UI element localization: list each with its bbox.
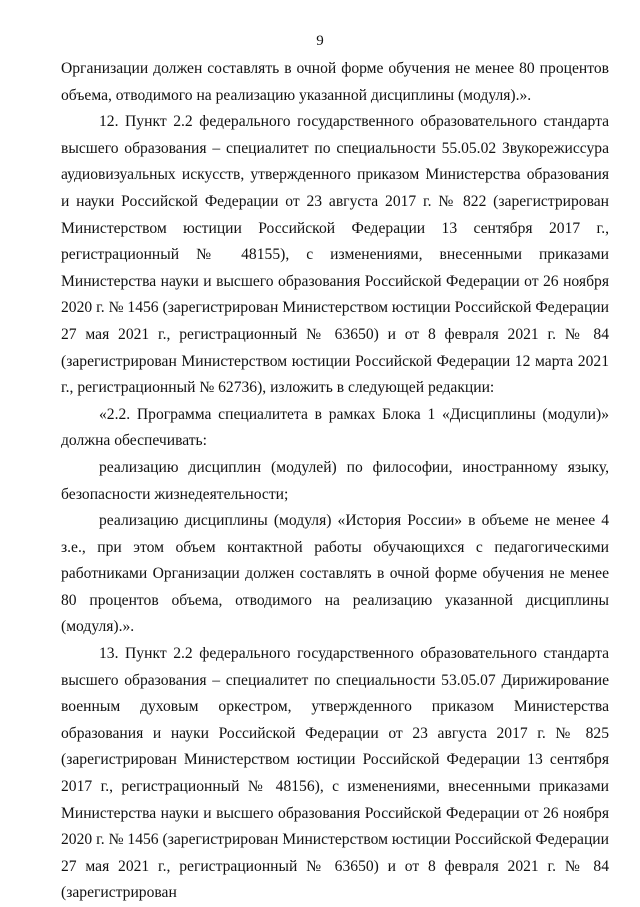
page-number: 9 (316, 33, 324, 49)
document-body (61, 56, 609, 907)
paragraph-item-12: 12. Пункт 2.2 федерального государственного образовательного стандарта высшего образования – специалитет по специальности 55.05.02 Звукорежиссура аудиовизуальных искусств, утвержденного приказом Министерства образования и науки Российской Федерации от 23 августа 2017 г. № 822 (зарегистрирован Министерством юстиции Российской Федерации 13 сентября 2017 г., регистрационный № 48155), с изменениями, внесенными приказами Министерства науки и высшего образования Российской Федерации от 26 ноября 2020 г. № 1456 (зарегистрирован Министерством юстиции Российской Федерации 27 мая 2021 г., регистрационный № 63650) и от 8 февраля 2021 г. № 84 (зарегистрирован Министерством юстиции Российской Федерации 12 марта 2021 г., регистрационный № 62736), изложить в следующей редакции: (61, 113, 609, 397)
paragraph-disciplines: реализацию дисциплин (модулей) по философии, иностранному языку, безопасности жизнедеятельности; (61, 458, 609, 503)
paragraph-quote-2-2: «2.2. Программа специалитета в рамках Блока 1 «Дисциплины (модули)» должна обеспечивать: (61, 405, 609, 450)
paragraph-history-russia: реализацию дисциплины (модуля) «История России» в объеме не менее 4 з.е., при этом объем контактной работы обучающихся с педагогическими работниками Организации должен составлять в очной форме обучения не менее 80 процентов объема, отводимого на реализацию указанной дисциплины (модуля).». (61, 512, 609, 636)
paragraph-continuation: Организации должен составлять в очной форме обучения не менее 80 процентов объема, отводимого на реализацию указанной дисциплины (модуля).». (61, 60, 609, 104)
paragraph-item-13: 13. Пункт 2.2 федерального государственного образовательного стандарта высшего образования – специалитет по специальности 53.05.07 Дирижирование военным духовым оркестром, утвержденного приказом Министерства образования и науки Российской Федерации от 23 августа 2017 г. № 825 (зарегистрирован Министерством юстиции Российской Федерации 13 сентября 2017 г., регистрационный № 48156), с изменениями, внесенными приказами Министерства науки и высшего образования Российской Федерации от 26 ноября 2020 г. № 1456 (зарегистрирован Министерством юстиции Российской Федерации 27 мая 2021 г., регистрационный № 63650) и от 8 февраля 2021 г. № 84 (зарегистрирован (61, 645, 609, 902)
